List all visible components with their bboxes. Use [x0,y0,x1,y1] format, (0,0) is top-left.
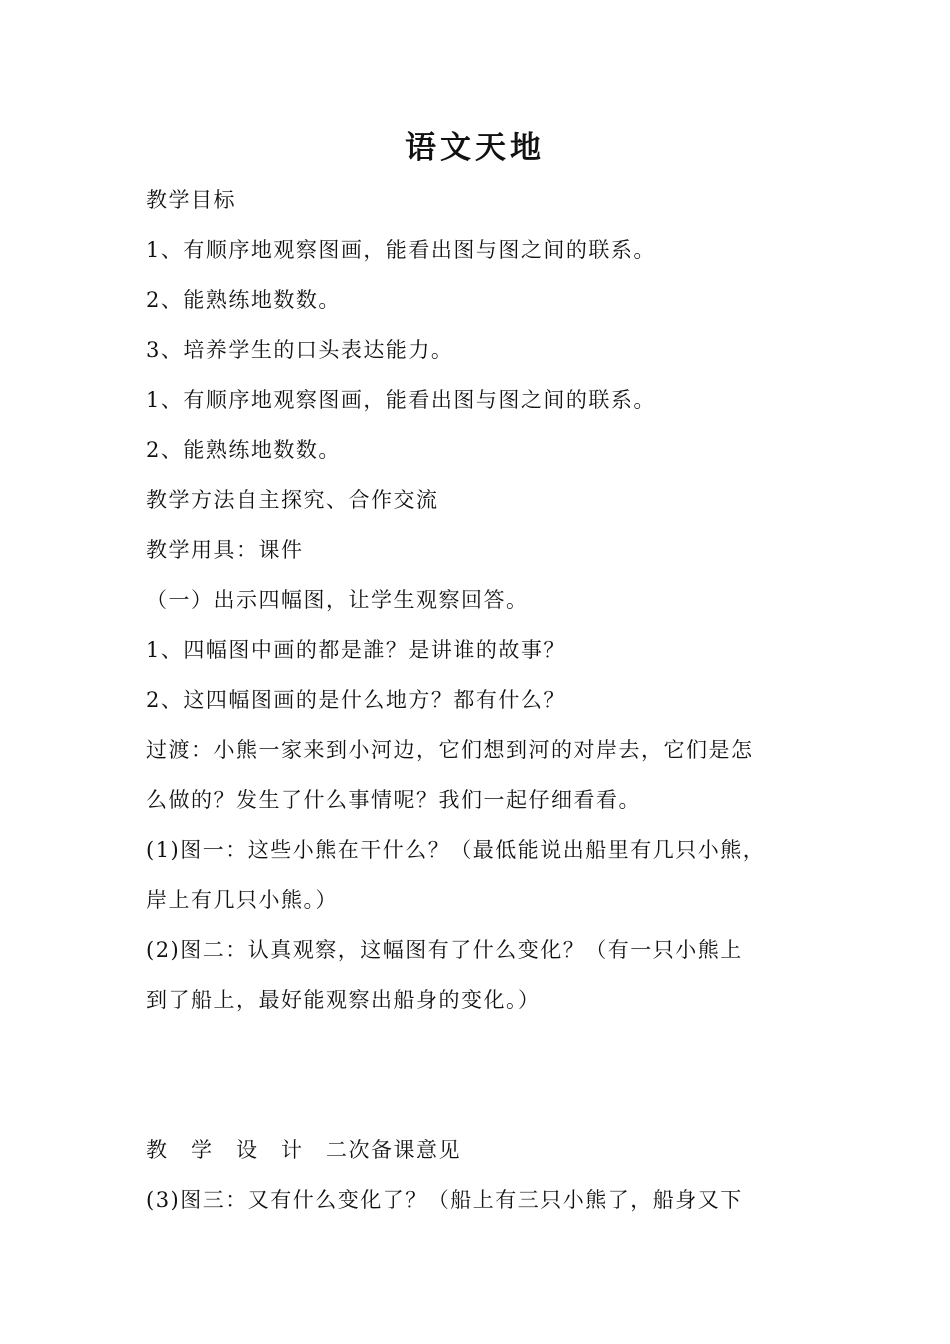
key-point-item-2: 2、能熟练地数数。 [146,438,341,462]
question-item-2: 2、这四幅图画的是什么地方？都有什么？ [146,688,566,712]
step-one-heading: （一）出示四幅图，让学生观察回答。 [146,588,529,612]
teaching-tools-line: 教学用具：课件 [146,538,304,562]
picture-two-line-1: (2)图二：认真观察，这幅图有了什么变化？（有一只小熊上 [146,938,743,962]
design-column-header: 教 学 设 计 二次备课意见 [146,1138,461,1162]
teaching-method-line: 教学方法自主探究、合作交流 [146,488,439,512]
objective-item-2: 2、能熟练地数数。 [146,288,341,312]
picture-one-line-2: 岸上有几只小熊。） [146,888,338,912]
objective-item-3: 3、培养学生的口头表达能力。 [146,338,454,362]
question-item-1: 1、四幅图中画的都是誰？是讲谁的故事？ [146,638,566,662]
objective-item-1: 1、有顺序地观察图画，能看出图与图之间的联系。 [146,238,656,262]
section-heading-objectives: 教学目标 [146,188,236,212]
transition-line-1: 过渡：小熊一家来到小河边，它们想到河的对岸去，它们是怎 [146,738,754,762]
key-point-item-1: 1、有顺序地观察图画，能看出图与图之间的联系。 [146,388,656,412]
document-title: 语文天地 [405,130,545,166]
transition-line-2: 么做的？发生了什么事情呢？我们一起仔细看看。 [146,788,641,812]
picture-one-line-1: (1)图一：这些小熊在干什么？（最低能说出船里有几只小熊， [146,838,766,862]
picture-two-line-2: 到了船上，最好能观察出船身的变化。） [146,988,541,1012]
picture-three-line-1: (3)图三：又有什么变化了？（船上有三只小熊了，船身又下 [146,1188,743,1212]
